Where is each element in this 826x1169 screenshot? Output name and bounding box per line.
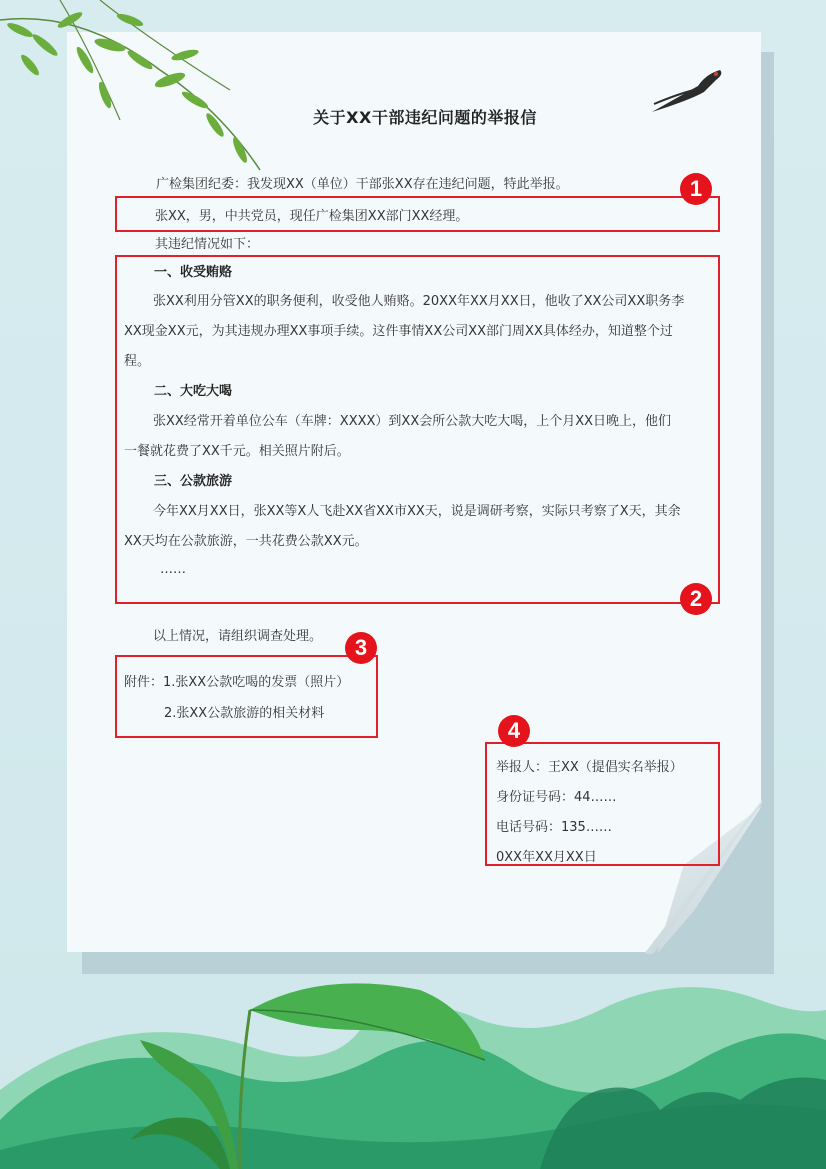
section-line: 一餐就花费了XX千元。相关照片附后。 xyxy=(124,444,350,459)
annotation-box-1 xyxy=(115,196,720,232)
section-line: 张XX利用分管XX的职务便利，收受他人贿赂。20XX年XX月XX日，他收了XX公司XX职务李 xyxy=(153,294,685,309)
salutation-text: 广检集团纪委：我发现XX（单位）干部张XX存在违纪问题，特此举报。 xyxy=(156,177,569,192)
annotation-box-3 xyxy=(115,655,378,738)
reporter-name: 举报人：王XX（提倡实名举报） xyxy=(496,760,683,775)
attachment-item: 2.张XX公款旅游的相关材料 xyxy=(164,706,325,721)
phone-number: 电话号码：135…… xyxy=(496,820,612,835)
id-number: 身份证号码：44…… xyxy=(496,790,617,805)
annotation-box-2 xyxy=(115,255,720,604)
badge-3: 3 xyxy=(345,632,377,664)
section-line: XX现金XX元，为其违规办理XX事项手续。这件事情XX公司XX部门周XX具体经办，知道整个过 xyxy=(124,324,673,339)
section-line: XX天均在公款旅游，一共花费公款XX元。 xyxy=(124,534,368,549)
section-line: 今年XX月XX日，张XX等X人飞赴XX省XX市XX天，说是调研考察，实际只考察了X天，其余 xyxy=(153,504,681,519)
signature-date: 0XX年XX月XX日 xyxy=(496,850,597,865)
ellipsis-text: …… xyxy=(160,562,186,577)
section-line: 程。 xyxy=(124,354,151,369)
section-heading: 二、大吃大喝 xyxy=(154,384,233,399)
subject-text: 张XX，男，中共党员，现任广检集团XX部门XX经理。 xyxy=(155,209,469,224)
letter-title: 关于XX干部违纪问题的举报信 xyxy=(313,108,537,127)
annotation-box-4 xyxy=(485,742,720,866)
section-heading: 一、收受贿赂 xyxy=(154,265,233,280)
plant-leaves-icon xyxy=(120,970,500,1169)
attachment-item: 附件：1.张XX公款吃喝的发票（照片） xyxy=(124,675,350,690)
intro-text: 其违纪情况如下： xyxy=(155,237,260,252)
section-line: 张XX经常开着单位公车（车牌：XXXX）到XX会所公款大吃大喝，上个月XX日晚上，他们 xyxy=(153,414,672,429)
badge-2: 2 xyxy=(680,583,712,615)
closing-text: 以上情况，请组织调查处理。 xyxy=(153,629,323,644)
section-heading: 三、公款旅游 xyxy=(154,474,233,489)
willow-branch-icon xyxy=(0,0,300,190)
badge-4: 4 xyxy=(498,715,530,747)
badge-1: 1 xyxy=(680,173,712,205)
